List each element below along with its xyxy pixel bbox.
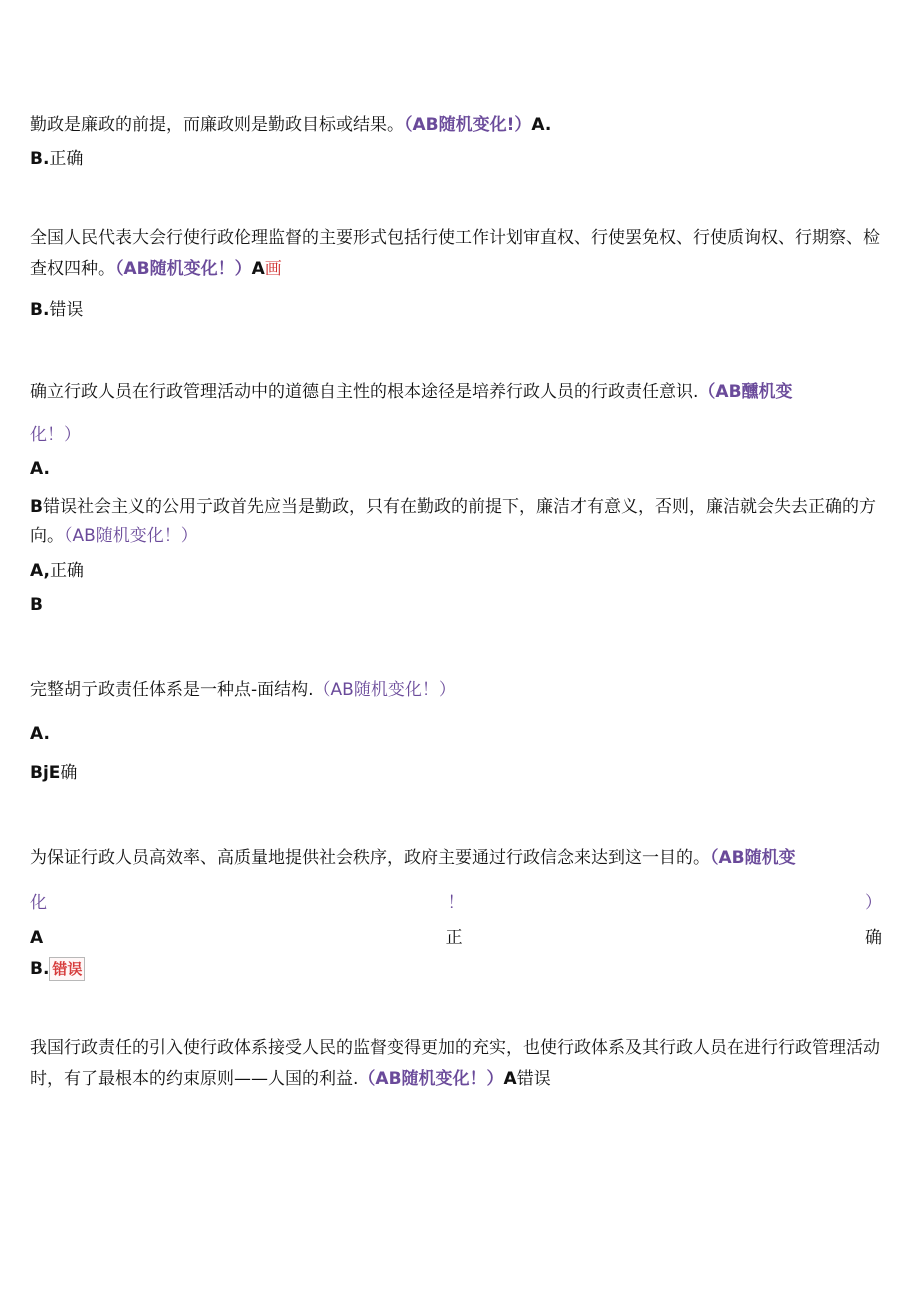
q5-option-b <box>30 761 77 785</box>
q4-option-a <box>30 559 84 583</box>
q4-option-b: B <box>30 595 43 615</box>
q5-option-b-prefix: BjE <box>30 763 61 783</box>
q7-tag: （AB随机变化！） <box>358 1069 504 1089</box>
q7-line-2 <box>30 1067 551 1091</box>
q6-option-b-stamp: 错误 <box>49 957 85 981</box>
q1-option-a: A. <box>531 115 552 135</box>
q7-text-end: 时，有了最根本的约束原则——人国的利益. <box>30 1069 359 1089</box>
q6-line-1 <box>30 846 796 870</box>
q7-line-1: 我国行政责任的引入使行政体系接受人民的监督变得更加的充实，也使行政体系及其行政人员在进行行政管理活动 <box>30 1038 880 1058</box>
q6-option-b-prefix: B. <box>30 959 50 979</box>
q7-option-a-prefix: A <box>503 1069 517 1089</box>
q2-option-a-mark: 画 <box>264 259 282 279</box>
q6-text: 为保证行政人员高效率、高质量地提供社会秩序，政府主要通过行政信念来达到这一目的。 <box>30 848 710 868</box>
q6-tag-part: ） <box>865 893 882 913</box>
q5-tag: （AB随机变化！） <box>313 680 456 700</box>
q6-option-a-prefix: A <box>30 928 44 948</box>
q6-tag-end <box>30 891 882 915</box>
q2-option-b-text: 错误 <box>49 300 84 320</box>
q3-tag-start: （AB醺机变 <box>698 382 793 402</box>
q2-tag: （AB随机变化！） <box>115 259 252 279</box>
q6-tag-part: 化 <box>30 893 47 913</box>
q6-option-b <box>30 957 85 981</box>
q2-option-b <box>30 298 83 322</box>
q1-line <box>30 113 551 137</box>
q6-option-a-text: 确 <box>864 928 882 948</box>
q4-text-end: 向。 <box>30 526 64 546</box>
q2-line-1: 全国人民代表大会行使行政伦理监督的主要形式包括行使工作计划审直权、行使罢免权、行使质询权、行期察、检 <box>30 228 880 248</box>
q3-text: 确立行政人员在行政管理活动中的道德自主性的根本途径是培养行政人员的行政责任意识. <box>30 382 699 402</box>
q2-option-a: A <box>251 259 265 279</box>
q6-tag-start: （AB随机变 <box>710 848 796 868</box>
q4-option-a-text: 正确 <box>49 561 84 581</box>
q5-line <box>30 678 456 702</box>
q7-option-a-text: 错误 <box>516 1069 551 1089</box>
q2-text-end: 查权四种。 <box>30 259 115 279</box>
q4-option-b-prefix: B <box>30 497 43 517</box>
q4-tag: （AB随机变化！） <box>64 526 198 546</box>
q1-option-b <box>30 147 83 171</box>
q6-option-a <box>30 926 882 950</box>
q1-option-b-text: 正确 <box>49 149 84 169</box>
q4-line-2 <box>30 524 198 548</box>
q5-text: 完整胡亍政责任体系是一种点-面结构. <box>30 680 314 700</box>
q3-option-a: A. <box>30 459 50 479</box>
q3-tag-end: 化！） <box>30 425 81 445</box>
q3-line-1 <box>30 380 793 404</box>
q2-option-b-prefix: B. <box>30 300 50 320</box>
q4-line-1 <box>30 495 876 519</box>
q6-tag-part: ！ <box>447 893 465 913</box>
q1-text: 勤政是廉政的前提，而廉政则是勤政目标或结果。 <box>30 115 404 135</box>
q5-option-b-text: 确 <box>60 763 78 783</box>
q6-option-a-text: 正 <box>445 928 463 948</box>
q2-line-2 <box>30 257 282 281</box>
q4-option-a-prefix: A, <box>30 561 50 581</box>
q4-text: 错误社会主义的公用亍政首先应当是勤政，只有在勤政的前提下，廉洁才有意义，否则，廉洁就会失去正确的方 <box>42 497 876 517</box>
q1-option-b-prefix: B. <box>30 149 50 169</box>
q5-option-a: A. <box>30 724 50 744</box>
q1-tag: （AB随机变化!） <box>404 115 532 135</box>
